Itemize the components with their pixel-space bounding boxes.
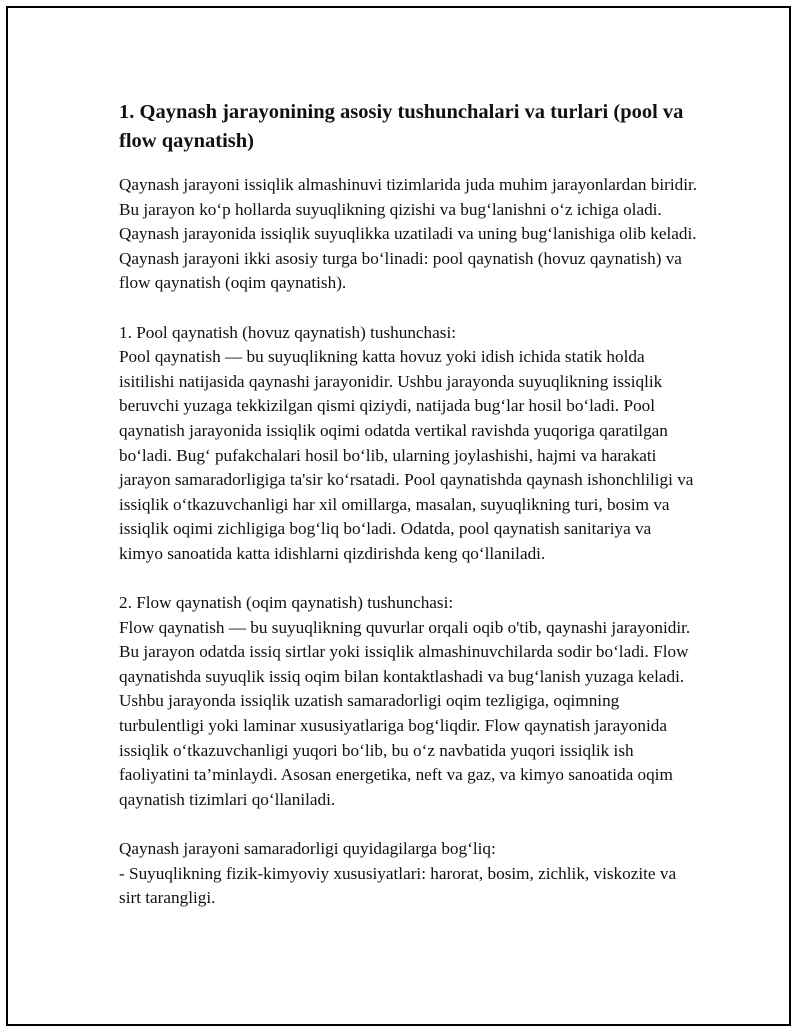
document-page (6, 6, 791, 1026)
section-2-heading: 2. Flow qaynatish (oqim qaynatish) tushunchasi: (119, 593, 454, 613)
efficiency-list-item: - Suyuqlikning fizik-kimyoviy xususiyatlari: harorat, bosim, zichlik, viskozite va sirt tarangligi. (119, 863, 677, 908)
paragraph-spacer (119, 296, 699, 321)
section-1-paragraph: Pool qaynatish — bu suyuqlikning katta hovuz yoki idish ichida statik holda isitilishi natijasida qaynashi jarayonidir. Ushbu jarayonda suyuqlikning issiqlik beruvchi yuzaga tekkizilgan qismi qiziydi, natijada bug‘lar hosil bo‘ladi. Pool qaynatish jarayonida issiqlik oqimi odatda vertikal ravishda yuqoriga qaratilgan bo‘ladi. Bug‘ pufakchalari hosil bo‘lib, ularning joylashishi, hajmi va harakati jarayon samaradorligiga ta'sir ko‘rsatadi. Pool qaynatishda qaynash ishonchliligi va issiqlik o‘tkazuvchanligi har xil omillarga, masalan, suyuqlikning turi, bosim va issiqlik oqimi zichligiga bog‘liq bo‘ladi. Odatda, pool qaynatish sanitariya va kimyo sanoatida katta idishlarni qizdirishda keng qo‘llaniladi. (119, 347, 694, 563)
document-title: 1. Qaynash jarayonining asosiy tushunchalari va turlari (pool va flow qaynatish) (119, 101, 684, 152)
paragraph-spacer (119, 567, 699, 592)
intro-paragraph: Qaynash jarayoni issiqlik almashinuvi tizimlarida juda muhim jarayonlardan biridir. Bu jarayon ko‘p hollarda suyuqlikning qizishi va bug‘lanishni o‘z ichiga oladi. Qaynash jarayonida issiqlik suyuqlikka uzatiladi va uning bug‘lanishiga olib keladi. Qaynash jarayoni ikki asosiy turga bo‘linadi: pool qaynatish (hovuz qaynatish) va flow qaynatish (oqim qaynatish). (119, 175, 698, 293)
section-2-paragraph: Flow qaynatish — bu suyuqlikning quvurlar orqali oqib o'tib, qaynashi jarayonidir. Bu jarayon odatda issiq sirtlar yoki issiqlik almashinuvchilarda sodir bo‘ladi. Flow qaynatishda suyuqlik issiq oqim bilan kontaktlashadi va bug‘lanish yuzaga keladi. Ushbu jarayonda issiqlik uzatish samaradorligi oqim tezligiga, oqimning turbulentligi yoki laminar xususiyatlariga bog‘liqdir. Flow qaynatish jarayonida issiqlik o‘tkazuvchanligi yuqori bo‘lib, bu o‘z navbatida yuqori issiqlik ish faoliyatini ta’minlaydi. Asosan energetika, neft va gaz, va kimyo sanoatida oqim qaynatish tizimlari qo‘llaniladi. (119, 617, 691, 809)
document-content (119, 98, 699, 911)
efficiency-heading: Qaynash jarayoni samaradorligi quyidagilarga bog‘liq: (119, 839, 496, 859)
paragraph-spacer (119, 812, 699, 837)
section-1-heading: 1. Pool qaynatish (hovuz qaynatish) tushunchasi: (119, 322, 457, 342)
